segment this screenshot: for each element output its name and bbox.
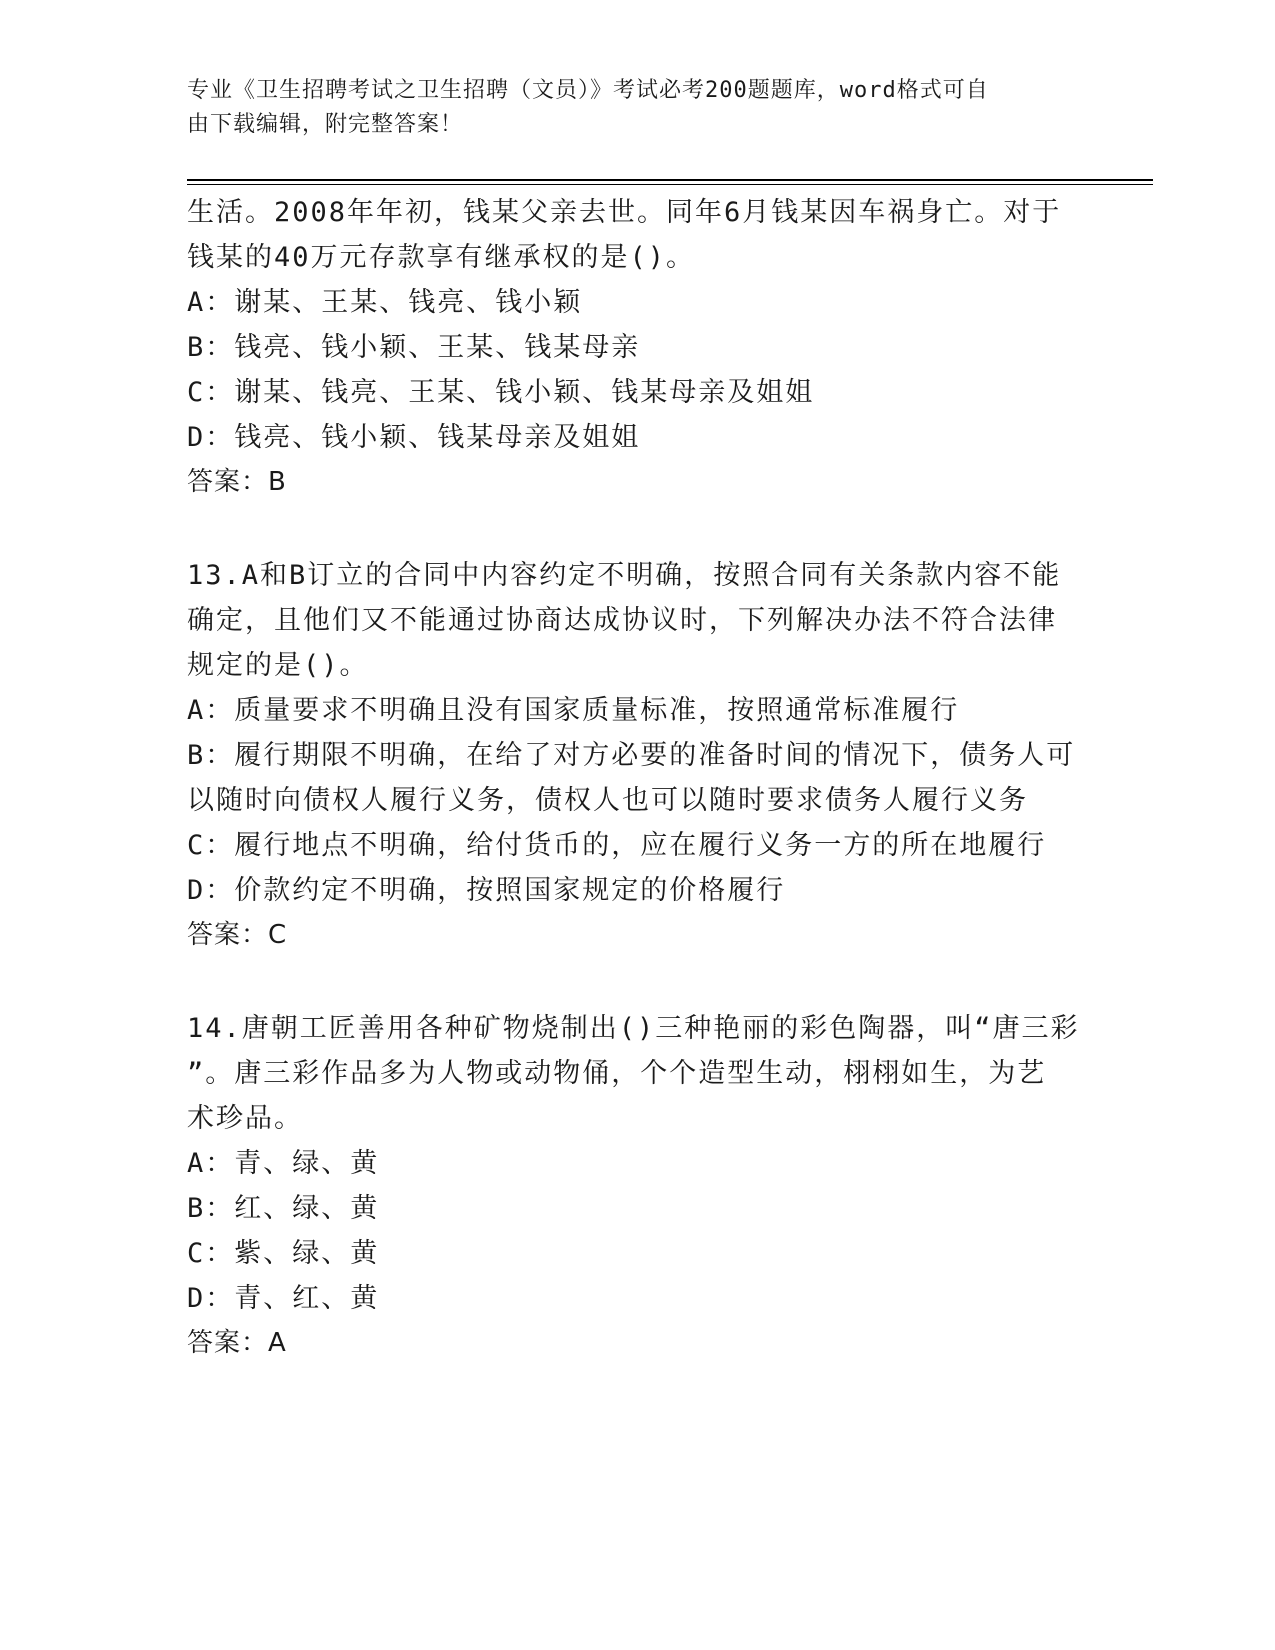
header-divider-thin <box>187 184 1153 185</box>
option-b: B：钱亮、钱小颖、王某、钱某母亲 <box>187 332 641 363</box>
question-stem-line: 规定的是()。 <box>187 650 369 681</box>
answer-line: 答案：C <box>187 920 288 950</box>
header-line-1: 专业《卫生招聘考试之卫生招聘（文员）》考试必考200题题库，word格式可自 <box>187 78 989 103</box>
question-stem-line: 13.A和B订立的合同中内容约定不明确，按照合同有关条款内容不能 <box>187 560 1062 591</box>
option-a: A：青、绿、黄 <box>187 1148 380 1179</box>
question-13 <box>187 553 1087 958</box>
question-stem-line: 生活。2008年年初，钱某父亲去世。同年6月钱某因车祸身亡。对于 <box>187 197 1062 228</box>
question-stem-line: ”。唐三彩作品多为人物或动物俑，个个造型生动，栩栩如生，为艺 <box>187 1058 1047 1089</box>
question-stem-line: 术珍品。 <box>187 1103 303 1134</box>
document-header <box>187 74 1087 142</box>
question-14 <box>187 1006 1087 1366</box>
option-a: A：谢某、王某、钱亮、钱小颖 <box>187 287 583 318</box>
option-d: D：价款约定不明确，按照国家规定的价格履行 <box>187 875 786 906</box>
question-stem-line: 14.唐朝工匠善用各种矿物烧制出()三种艳丽的彩色陶器，叫“唐三彩 <box>187 1013 1080 1044</box>
question-stem-line: 确定，且他们又不能通过协商达成协议时，下列解决办法不符合法律 <box>187 605 1057 636</box>
option-a: A：质量要求不明确且没有国家质量标准，按照通常标准履行 <box>187 695 960 726</box>
question-spacer <box>187 958 1087 1006</box>
question-content <box>187 190 1087 1366</box>
answer-line: 答案：B <box>187 467 287 497</box>
option-c: C：谢某、钱亮、王某、钱小颖、钱某母亲及姐姐 <box>187 377 815 408</box>
option-b-continued: 以随时向债权人履行义务，债权人也可以随时要求债务人履行义务 <box>187 785 1028 816</box>
answer-line: 答案：A <box>187 1328 287 1358</box>
option-c: C：履行地点不明确，给付货币的，应在履行义务一方的所在地履行 <box>187 830 1047 861</box>
question-12 <box>187 190 1087 505</box>
option-c: C：紫、绿、黄 <box>187 1238 380 1269</box>
header-line-2: 由下载编辑，附完整答案！ <box>187 112 464 137</box>
question-stem-line: 钱某的40万元存款享有继承权的是()。 <box>187 242 696 273</box>
header-divider-thick <box>187 179 1153 181</box>
question-spacer <box>187 505 1087 553</box>
option-b: B：红、绿、黄 <box>187 1193 380 1224</box>
option-d: D：钱亮、钱小颖、钱某母亲及姐姐 <box>187 422 641 453</box>
option-b: B：履行期限不明确，在给了对方必要的准备时间的情况下，债务人可 <box>187 740 1076 771</box>
option-d: D：青、红、黄 <box>187 1283 380 1314</box>
